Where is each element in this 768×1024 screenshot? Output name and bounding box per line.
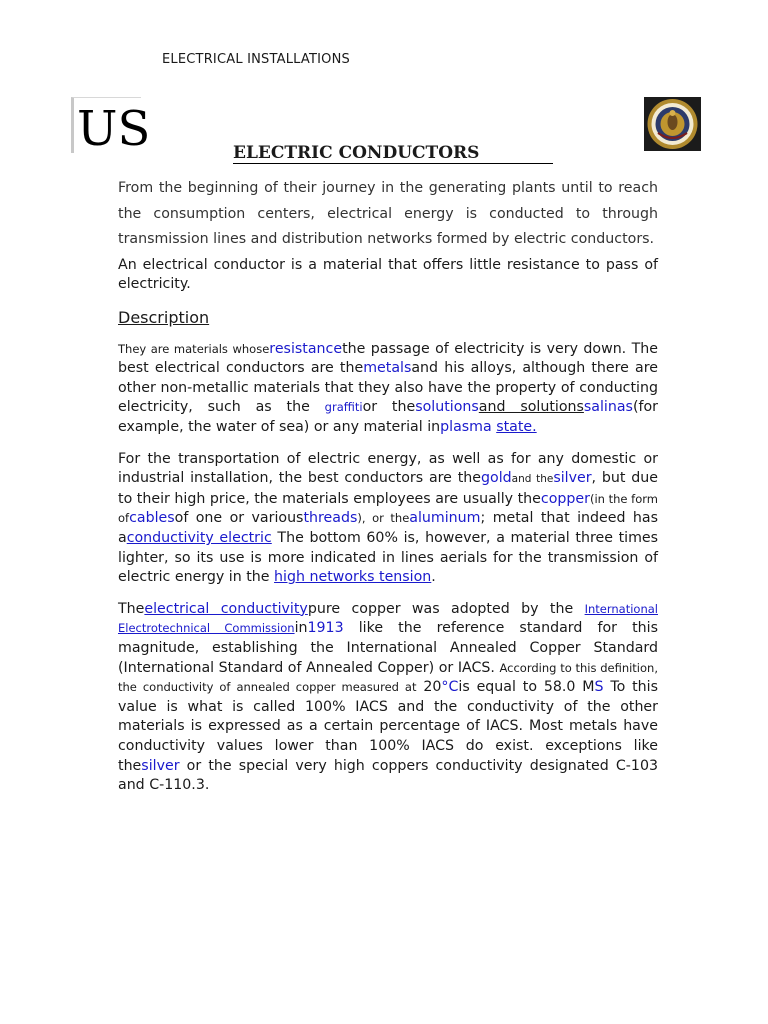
graffiti-link[interactable]: graffiti: [324, 400, 363, 415]
description-heading: Description: [118, 307, 210, 327]
aluminum-link[interactable]: aluminum: [409, 510, 481, 527]
salinas-link[interactable]: salinas: [583, 399, 633, 416]
gold-link[interactable]: gold: [481, 470, 512, 487]
definition-paragraph: An electrical conductor is a material that offers little resistance to pass of electricity.: [118, 256, 658, 293]
plasma-link[interactable]: plasma: [440, 419, 492, 436]
iacs-paragraph: Theelectrical conductivitypure copper was adopted by the International Electrotechnical Commissionin1913 like the reference standard for this magnitude, establishing the International Annealed Copper Standard (International Standard of Annealed Copper) or IACS. According to this definition, the conductivity of annealed copper measured at 20°Cis equal to 58.0 MS To this value is what is called 100% IACS and the conductivity of the other materials is expressed as a certain percentage of IACS. Most metals have conductivity values lower than 100% IACS do exist. exceptions like thesilver or the special very high coppers conductivity designated C-103 and C-110.3.: [118, 600, 659, 794]
intro-paragraph: From the beginning of their journey in the generating plants until to reach the consumption centers, electrical energy is conducted to through transmission lines and distribution networks formed by electric conductors.: [118, 180, 658, 247]
document-body: [118, 176, 658, 796]
electrical-conductivity-link[interactable]: electrical conductivity: [144, 600, 308, 617]
conductivity-link[interactable]: conductivity electric: [126, 530, 272, 547]
iec-link[interactable]: International Electrotechnical Commission: [118, 601, 658, 636]
university-seal-icon: [644, 97, 701, 151]
solutions-link[interactable]: solutions: [415, 399, 479, 416]
document-header: ELECTRICAL INSTALLATIONS: [162, 52, 350, 67]
high-tension-link[interactable]: high networks tension: [274, 569, 432, 586]
materials-paragraph: They are materials whoseresistancethe passage of electricity is very down. The best electrical conductors are themetalsand his alloys, although there are other non-metallic materials that they also have the property of conducting electricity, such as the graffitior thesolutionsand solutionssalinas(for example, the water of sea) or any material inplasma state.: [118, 340, 659, 436]
metals-link[interactable]: metals: [363, 360, 412, 377]
copper-link[interactable]: copper: [540, 490, 590, 507]
state-link[interactable]: state.: [496, 419, 537, 436]
threads-link[interactable]: threads: [303, 510, 358, 527]
siemens-link[interactable]: S: [594, 679, 604, 696]
us-logo: US: [71, 97, 141, 153]
silver-link-2[interactable]: silver: [141, 757, 180, 774]
cables-link[interactable]: cables: [129, 510, 175, 527]
celsius-link[interactable]: °C: [441, 679, 459, 696]
silver-link[interactable]: silver: [553, 470, 592, 487]
page-title: ELECTRIC CONDUCTORS: [233, 143, 553, 164]
year-link[interactable]: 1913: [307, 620, 344, 637]
transport-paragraph: For the transportation of electric energy, as well as for any domestic or industrial installation, the best conductors are thegoldand thesilver, but due to their high price, the materials employees are usually thecopper(in the form ofcablesof one or variousthreads), or thealuminum; metal that indeed has aconductivity electric The bottom 60% is, however, a material three times lighter, so its use is more indicated in lines aerials for the transmission of electric energy in the high networks tension.: [118, 450, 659, 586]
resistance-link[interactable]: resistance: [269, 340, 343, 357]
